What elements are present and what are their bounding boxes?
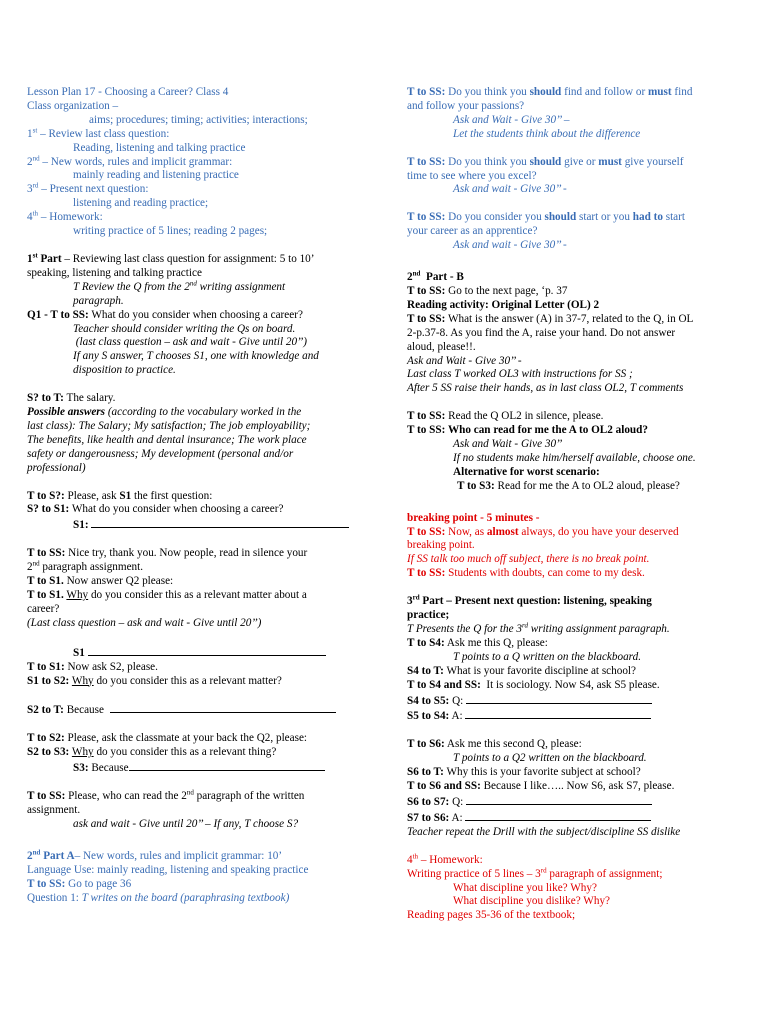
t-to-s6-line: T to S6: Ask me this second Q, please:: [407, 738, 582, 751]
should-had-q3: T to SS: Do you consider you should start or you had to start: [407, 211, 685, 224]
t-to-ss-read-line: T to SS: Please, who can read the 2nd paragraph of the written: [27, 788, 305, 803]
t-to-s1-ask-s2: T to S1: Now ask S2, please.: [27, 660, 158, 673]
lesson-title: Lesson Plan 17 - Choosing a Career? Class 4: [27, 86, 229, 98]
outline-part-3-sub: listening and reading practice;: [73, 197, 209, 210]
should-must-q2-note: Ask and wait - Give 30’’ -: [453, 183, 567, 196]
t-to-s1-why: T to S1. Why do you consider this as a relevant matter about a: [27, 589, 307, 601]
q1-note-3: If any S answer, T chooses S1, one with knowledge and: [73, 350, 319, 363]
s2-answer-blank: [110, 702, 336, 713]
homework-like: What discipline you like? Why?: [453, 881, 597, 894]
left-column: [27, 86, 375, 905]
t-to-s6-ss-line: T to S6 and SS: Because I like….. Now S6, ask S7, please.: [407, 780, 675, 793]
class-organization-items: aims; procedures; timing; activities; interactions;: [89, 113, 308, 126]
outline-part-2-sub: mainly reading and listening practice: [73, 169, 239, 182]
possible-answers-5: professional): [27, 461, 86, 474]
part-2b-note-1: Ask and Wait - Give 30’’ -: [407, 354, 522, 367]
should-must-q1: T to SS: Do you think you should find and follow or must find: [407, 86, 693, 98]
outline-part-2: 2nd – New words, rules and implicit grammar:: [27, 153, 233, 168]
part-3-presents: T Presents the Q for the 3rd writing assignment paragraph.: [407, 621, 670, 635]
part-2a-go-to: T to SS: Go to page 36: [27, 877, 132, 890]
q1-line: Q1 - T to SS: What do you consider when choosing a career?: [27, 308, 303, 321]
part-1-heading-cont: speaking, listening and talking practice: [27, 266, 202, 279]
breaking-point-heading: breaking point - 5 minutes -: [407, 511, 540, 524]
possible-answers-4: safety or dangerousness; My development (personal and/or: [27, 447, 294, 460]
homework-reading: Reading pages 35-36 of the textbook;: [407, 909, 576, 922]
t-to-ss-read-assignment: assignment.: [27, 803, 81, 816]
q1-note-4: disposition to practice.: [73, 364, 176, 377]
alternative-heading: Alternative for worst scenario:: [453, 465, 600, 478]
part-2b-note-2: Last class T worked OL3 with instructions for SS ;: [407, 368, 633, 381]
s7-to-s6-line: S7 to S6: A:: [407, 810, 745, 826]
t-to-s4-note: T points to a Q written on the blackboard.: [453, 650, 642, 663]
outline-part-3: 3rd – Present next question:: [27, 181, 149, 196]
q1-note-1: Teacher should consider writing the Qs on board.: [73, 322, 296, 335]
t-to-ss-read-note: ask and wait - Give until 20’’ – If any, T choose S?: [73, 817, 299, 830]
should-must-q1-note-2: Let the students think about the difference: [453, 127, 641, 140]
part-2b-go-to: T to SS: Go to the next page, ‘p. 37: [407, 284, 568, 297]
should-must-q1-note-1: Ask and Wait - Give 30’’ –: [453, 113, 570, 126]
s3-answer-line: S3: Because: [27, 760, 375, 776]
should-must-q2: T to SS: Do you think you should give or must give yourself: [407, 155, 684, 168]
breaking-point-line-2: breaking point.: [407, 539, 475, 552]
s6-to-s7-blank: [466, 794, 652, 805]
t-to-s-line: T to S?: Please, ask S1 the first question:: [27, 489, 213, 502]
part-2a-language: Language Use: mainly reading, listening and speaking practice: [27, 863, 309, 876]
s1-answer-line-2: S1: [27, 645, 375, 661]
t-to-s6-note: T points to a Q2 written on the blackboard.: [453, 752, 647, 765]
t-to-s1-career: career?: [27, 602, 60, 615]
breaking-point-note: If SS talk too much off subject, there is no break point.: [407, 553, 650, 566]
t-to-s3-line: T to S3: Read for me the A to OL2 aloud, please?: [457, 479, 680, 492]
nice-try-line-2: 2nd paragraph assignment.: [27, 559, 144, 574]
who-can-read-note-1: Ask and Wait - Give 30’’: [453, 438, 563, 451]
part-2b-question: T to SS: What is the answer (A) in 37-7, related to the Q, in OL: [407, 312, 694, 325]
s1-answer-line: S1:: [27, 517, 375, 533]
part-3-heading: 3rd Part – Present next question: listening, speaking: [407, 593, 652, 608]
s1-to-s2-line: S1 to S2: Why do you consider this as a relevant matter?: [27, 674, 282, 687]
t-to-s4-line: T to S4: Ask me this Q, please:: [407, 636, 548, 649]
part-2b-note-3: After 5 SS raise their hands, as in last class OL2, T comments: [407, 382, 684, 395]
part-1-review: T Review the Q from the 2nd writing assignment: [73, 279, 286, 293]
s2-to-t-line: S2 to T: Because: [27, 702, 375, 718]
part-1-heading: 1st Part – Reviewing last class question for assignment: 5 to 10’: [27, 251, 315, 265]
outline-part-1: 1st – Review last class question:: [27, 125, 170, 140]
s5-to-s4-blank: [465, 708, 651, 719]
s4-to-s5-line: S4 to S5: Q:: [407, 693, 745, 709]
part-1-paragraph: paragraph.: [73, 294, 124, 307]
outline-part-4: 4th – Homework:: [27, 209, 103, 224]
s4-to-t-line: S4 to T: What is your favorite discipline at school?: [407, 664, 636, 677]
homework-heading: 4th – Homework:: [407, 851, 483, 866]
possible-answers-2: last class): The Salary; My satisfaction; The job employability;: [27, 419, 311, 432]
part-2b-question-2: 2-p.37-8. As you find the A, raise your hand. Do not answer: [407, 326, 676, 339]
s-to-t-line: S? to T: The salary.: [27, 392, 116, 405]
class-organization: Class organization –: [27, 99, 119, 112]
part-2a-heading: 2nd Part A– New words, rules and implicit grammar: 10’: [27, 848, 283, 862]
drill-note: Teacher repeat the Drill with the subject/discipline SS dislike: [407, 825, 681, 838]
s4-to-s5-blank: [466, 693, 652, 704]
breaking-point-doubts: T to SS: Students with doubts, can come to my desk.: [407, 567, 645, 580]
s6-to-s7-line: S6 to S7: Q:: [407, 794, 745, 810]
should-had-q3-cont: your career as an apprentice?: [407, 225, 538, 238]
homework-writing: Writing practice of 5 lines – 3rd paragraph of assignment;: [407, 865, 663, 880]
s3-answer-blank: [129, 760, 325, 771]
reading-activity: Reading activity: Original Letter (OL) 2: [407, 298, 600, 311]
s5-to-s4-line: S5 to S4: A:: [407, 708, 745, 724]
should-must-q2-cont: time to see where you excel?: [407, 169, 537, 182]
read-in-silence: T to SS: Read the Q OL2 in silence, please.: [407, 410, 604, 423]
nice-try-line: T to SS: Nice try, thank you. Now people, read in silence your: [27, 547, 308, 560]
possible-answers-1: Possible answers (according to the vocabulary worked in the: [27, 406, 302, 419]
t-to-s1-q2: T to S1. Now answer Q2 please:: [27, 575, 174, 588]
t-to-s1-note: (Last class question – ask and wait - Give until 20’’): [27, 616, 262, 629]
s-to-s1-line: S? to S1: What do you consider when choosing a career?: [27, 503, 284, 516]
q1-note-2: (last class question – ask and wait - Give until 20’’): [73, 336, 307, 349]
s7-to-s6-blank: [465, 810, 651, 821]
should-must-q1-cont: and follow your passions?: [407, 99, 525, 112]
s1-answer-blank-2: [88, 645, 326, 656]
possible-answers-3: The benefits, like health and dental insurance; The work place: [27, 433, 307, 446]
t-to-s2-line: T to S2: Please, ask the classmate at your back the Q2, please:: [27, 732, 308, 745]
part-2a-question-1: Question 1: T writes on the board (paraphrasing textbook): [27, 891, 290, 904]
who-can-read-note-2: If no students make him/herself available, choose one.: [453, 451, 696, 464]
s1-answer-blank: [91, 517, 349, 528]
outline-part-1-sub: Reading, listening and talking practice: [73, 141, 246, 154]
s6-to-t-line: S6 to T: Why this is your favorite subject at school?: [407, 766, 641, 779]
part-2b-heading: 2nd Part - B: [407, 269, 464, 284]
right-column: [407, 86, 745, 923]
homework-dislike: What discipline you dislike? Why?: [453, 895, 611, 908]
part-2b-question-3: aloud, please!!.: [407, 340, 476, 353]
s2-to-s3-line: S2 to S3: Why do you consider this as a relevant thing?: [27, 746, 277, 759]
should-had-q3-note: Ask and wait - Give 30’’ -: [453, 239, 567, 252]
t-to-s4-ss-line: T to S4 and SS: It is sociology. Now S4, ask S5 please.: [407, 678, 660, 691]
breaking-point-line: T to SS: Now, as almost always, do you have your deserved: [407, 525, 679, 538]
who-can-read: T to SS: Who can read for me the A to OL2 aloud?: [407, 424, 648, 437]
part-3-heading-2: practice;: [407, 609, 450, 622]
outline-part-4-sub: writing practice of 5 lines; reading 2 pages;: [73, 225, 268, 238]
